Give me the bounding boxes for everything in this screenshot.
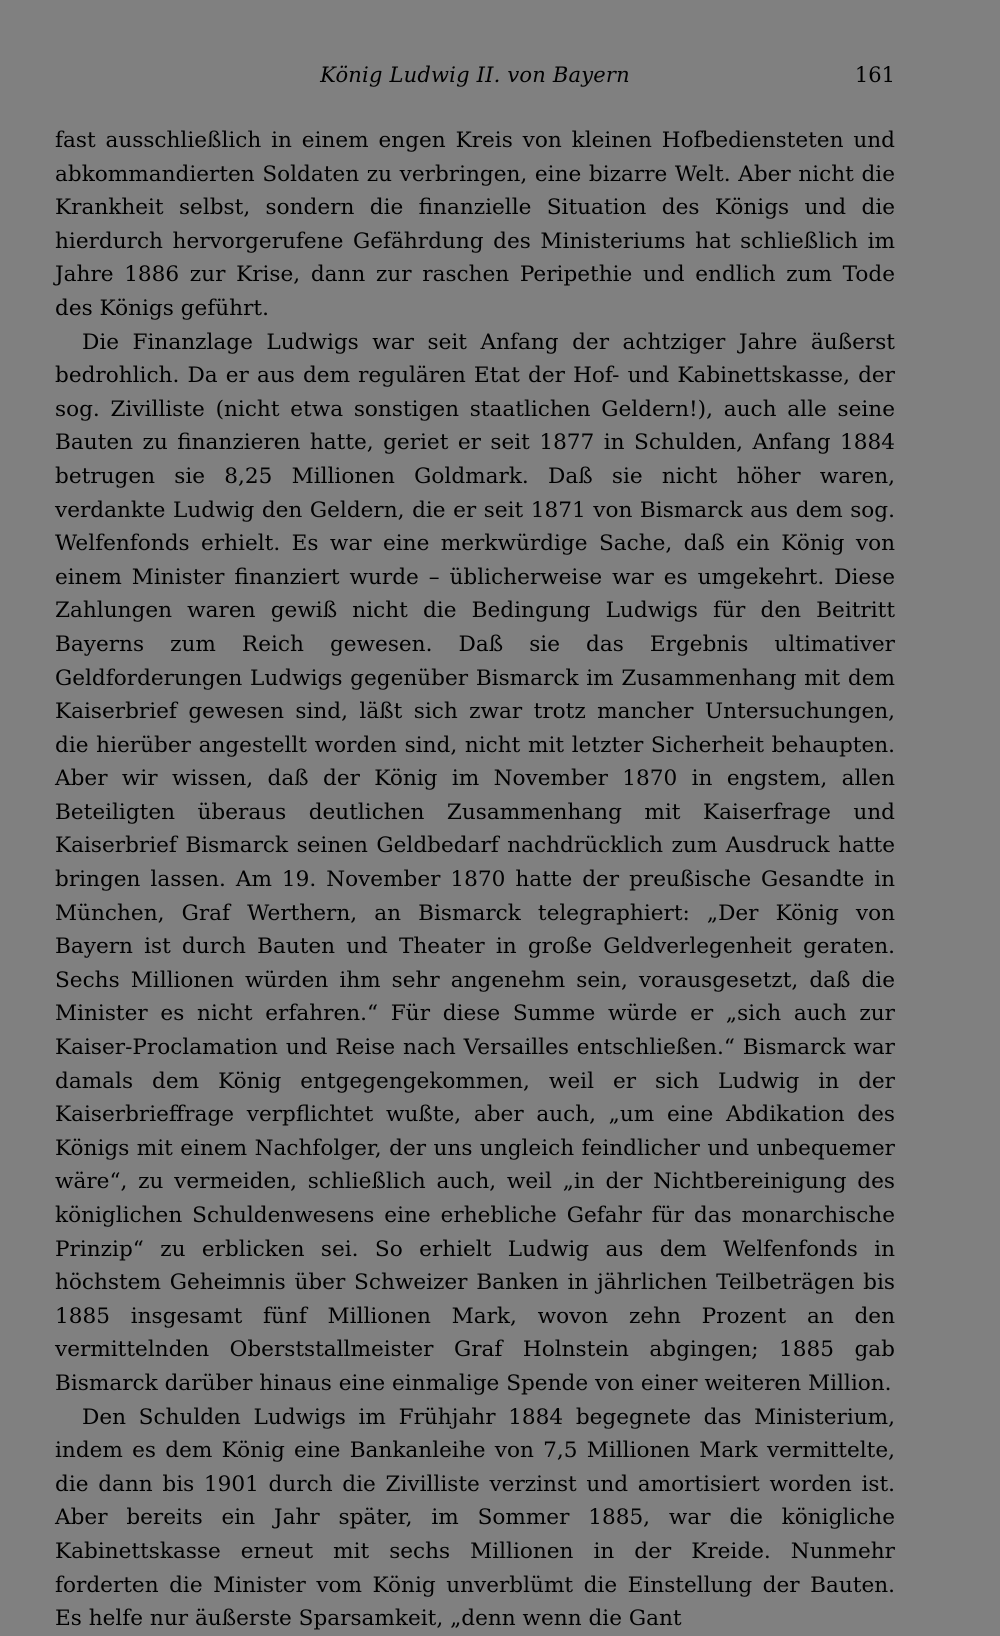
paragraph-2: Die Finanzlage Ludwigs war seit Anfang der achtziger Jahre äußerst bedrohlich. Da er aus dem regulären Etat der Hof- und Kabinettskasse, der sog. Zivilliste (nicht etwa sonstigen staatlichen Geldern!), auch alle seine Bauten zu finanzieren hatte, geriet er seit 1877 in Schulden, Anfang 1884 betrugen sie 8,25 Millionen Goldmark. Daß sie nicht höher waren, verdankte Ludwig den Geldern, die er seit 1871 von Bismarck aus dem sog. Welfenfonds erhielt. Es war eine merkwürdige Sache, daß ein König von einem Minister finanziert wurde – üblicherweise war es umgekehrt. Diese Zahlungen waren gewiß nicht die Bedingung Ludwigs für den Beitritt Bayerns zum Reich gewesen. Daß sie das Ergebnis ultimativer Geldforderungen Ludwigs gegenüber Bismarck im Zusammenhang mit dem Kaiserbrief gewesen sind, läßt sich zwar trotz mancher Untersuchungen, die hierüber angestellt worden sind, nicht mit letzter Sicherheit behaupten. Aber wir wissen, daß der König im November 1870 in engstem, allen Beteiligten überaus deutlichen Zusammenhang mit Kaiserfrage und Kaiserbrief Bismarck seinen Geldbedarf nachdrücklich zum Ausdruck hatte bringen lassen. Am 19. November 1870 hatte der preußische Gesandte in München, Graf Werthern, an Bismarck telegraphiert: „Der König von Bayern ist durch Bauten und Theater in große Geldverlegenheit geraten. Sechs Millionen würden ihm sehr angenehm sein, vorausgesetzt, daß die Minister es nicht erfahren.“ Für diese Summe würde er „sich auch zur Kaiser-Proclamation und Reise nach Versailles entschließen.“ Bismarck war damals dem König entgegengekommen, weil er sich Ludwig in der Kaiserbrieffrage verpflichtet wußte, aber auch, „um eine Abdikation des Königs mit einem Nachfolger, der uns ungleich feindlicher und unbequemer wäre“, zu vermeiden, schließlich auch, weil „in der Nichtbereinigung des königlichen Schuldenwesens eine erhebliche Gefahr für das monarchische Prinzip“ zu erblicken sei. So erhielt Ludwig aus dem Welfenfonds in höchstem Geheimnis über Schweizer Banken in jährlichen Teilbeträgen bis 1885 insgesamt fünf Millionen Mark, wovon zehn Prozent an den vermittelnden Oberststallmeister Graf Holnstein abgingen; 1885 gab Bismarck darüber hinaus eine einmalige Spende von einer weiteren Million.: [55, 329, 895, 1396]
body-text: [55, 124, 895, 1636]
paragraph-1: fast ausschließlich in einem engen Kreis von kleinen Hofbediensteten und abkommandierten Soldaten zu verbringen, eine bizarre Welt. Aber nicht die Krankheit selbst, sondern die finanzielle Situation des Königs und die hierdurch hervorgerufene Gefährdung des Ministeriums hat schließlich im Jahre 1886 zur Krise, dann zur raschen Peripethie und endlich zum Tode des Königs geführt.: [55, 128, 895, 321]
page-number: 161: [854, 63, 895, 87]
running-title: König Ludwig II. von Bayern: [320, 63, 630, 87]
paragraph-3: Den Schulden Ludwigs im Frühjahr 1884 begegnete das Ministerium, indem es dem König eine Bankanleihe von 7,5 Millionen Mark vermittelte, die dann bis 1901 durch die Zivilliste verzinst und amortisiert worden ist. Aber bereits ein Jahr später, im Sommer 1885, war die königliche Kabinettskasse erneut mit sechs Millionen in der Kreide. Nunmehr forderten die Minister vom König unverblümt die Einstellung der Bauten. Es helfe nur äußerste Sparsamkeit, „denn wenn die Gant: [55, 1404, 895, 1632]
running-header: [55, 58, 895, 92]
